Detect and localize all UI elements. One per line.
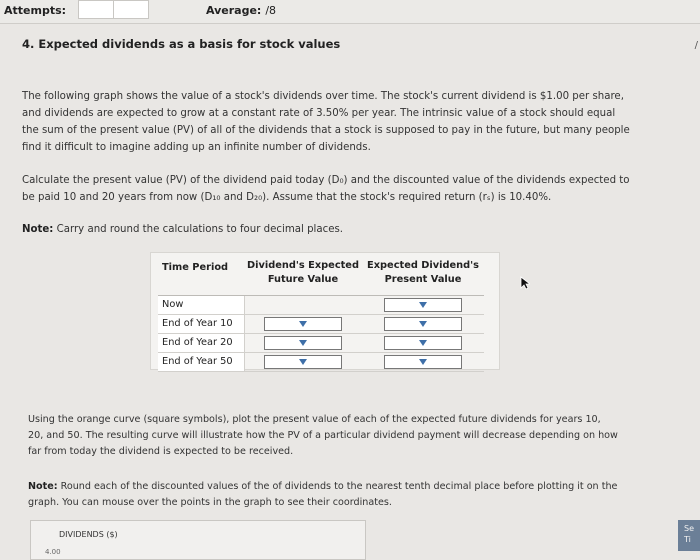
future-value-cell xyxy=(244,295,362,314)
dropdown-arrow-icon xyxy=(419,321,427,327)
present-value-cell xyxy=(362,352,484,371)
col-header-future-value: Dividend's Expected Future Value xyxy=(244,259,362,295)
average-value: /8 xyxy=(265,4,277,17)
attempt-box xyxy=(113,0,149,19)
future-value-cell xyxy=(244,314,362,333)
future-value-dropdown[interactable] xyxy=(264,336,342,350)
dropdown-arrow-icon xyxy=(419,340,427,346)
present-value-cell xyxy=(362,295,484,314)
plot-rounding-note xyxy=(28,479,618,511)
table-row xyxy=(158,333,484,352)
dividend-table xyxy=(158,259,484,372)
attempts-bar xyxy=(0,0,700,24)
dropdown-arrow-icon xyxy=(419,359,427,365)
graph-y-tick: 4.00 xyxy=(45,548,61,556)
calculation-instructions: Calculate the present value (PV) of the dividend paid today (D₀) and the discounted value of the dividends expected to be paid 10 and 20 years from now (D₁₀ and D₂₀). Assume that the stock's required return (rₛ) is 10.40%. xyxy=(22,175,630,203)
period-cell: End of Year 10 xyxy=(158,314,244,333)
average-text: Average: xyxy=(206,4,262,17)
period-cell: End of Year 20 xyxy=(158,333,244,352)
note-label: Note: xyxy=(28,481,58,492)
present-value-cell xyxy=(362,333,484,352)
dividends-graph[interactable] xyxy=(30,520,366,560)
table-row xyxy=(158,352,484,371)
period-cell: End of Year 50 xyxy=(158,352,244,371)
table-row xyxy=(158,314,484,333)
future-value-dropdown[interactable] xyxy=(264,355,342,369)
dropdown-arrow-icon xyxy=(299,340,307,346)
attempts-label: Attempts: xyxy=(4,4,67,17)
edge-mark-icon: / xyxy=(694,40,698,51)
graph-y-axis-label: DIVIDENDS ($) xyxy=(59,530,118,539)
note-label: Note: xyxy=(22,224,54,235)
intro-paragraph: The following graph shows the value of a stock's dividends over time. The stock's current dividend is $1.00 per share, and dividends are expected to grow at a constant rate of 3.50% per year. The intrinsic value of a stock should equal the sum of the present value (PV) of all of the dividends that a stock is supposed to pay in the future, but many people find it difficult to imagine adding up an infinite number of dividends. xyxy=(22,91,630,153)
side-panel-button[interactable] xyxy=(678,520,700,551)
present-value-dropdown[interactable] xyxy=(384,336,462,350)
note-text: Round each of the discounted values of the of dividends to the nearest tenth decimal place before plotting it on the graph. You can mouse over the points in the graph to see their coordinates. xyxy=(28,481,618,508)
side-button-line: Se xyxy=(684,524,694,533)
dropdown-arrow-icon xyxy=(299,359,307,365)
attempt-box xyxy=(78,0,114,19)
dividend-table-panel xyxy=(150,252,500,370)
present-value-dropdown[interactable] xyxy=(384,298,462,312)
period-cell: Now xyxy=(158,295,244,314)
plot-instructions: Using the orange curve (square symbols), plot the present value of each of the expected future dividends for years 10, 20, and 50. The resulting curve will illustrate how the PV of a particular dividend payment will decrease depending on how far from today the dividend is expected to be received. xyxy=(28,414,618,457)
mouse-cursor-icon xyxy=(520,276,530,290)
col-header-time-period: Time Period xyxy=(158,259,244,295)
question-title: 4. Expected dividends as a basis for stock values xyxy=(22,37,341,51)
future-value-cell xyxy=(244,352,362,371)
rounding-note xyxy=(22,221,632,238)
future-value-dropdown[interactable] xyxy=(264,317,342,331)
present-value-cell xyxy=(362,314,484,333)
average-label xyxy=(206,4,276,17)
dropdown-arrow-icon xyxy=(299,321,307,327)
attempt-boxes xyxy=(78,0,148,19)
present-value-dropdown[interactable] xyxy=(384,355,462,369)
side-button-line: Ti xyxy=(684,535,691,544)
col-header-present-value: Expected Dividend's Present Value xyxy=(362,259,484,295)
table-row xyxy=(158,295,484,314)
note-text: Carry and round the calculations to four decimal places. xyxy=(53,224,344,235)
future-value-cell xyxy=(244,333,362,352)
dropdown-arrow-icon xyxy=(419,302,427,308)
present-value-dropdown[interactable] xyxy=(384,317,462,331)
